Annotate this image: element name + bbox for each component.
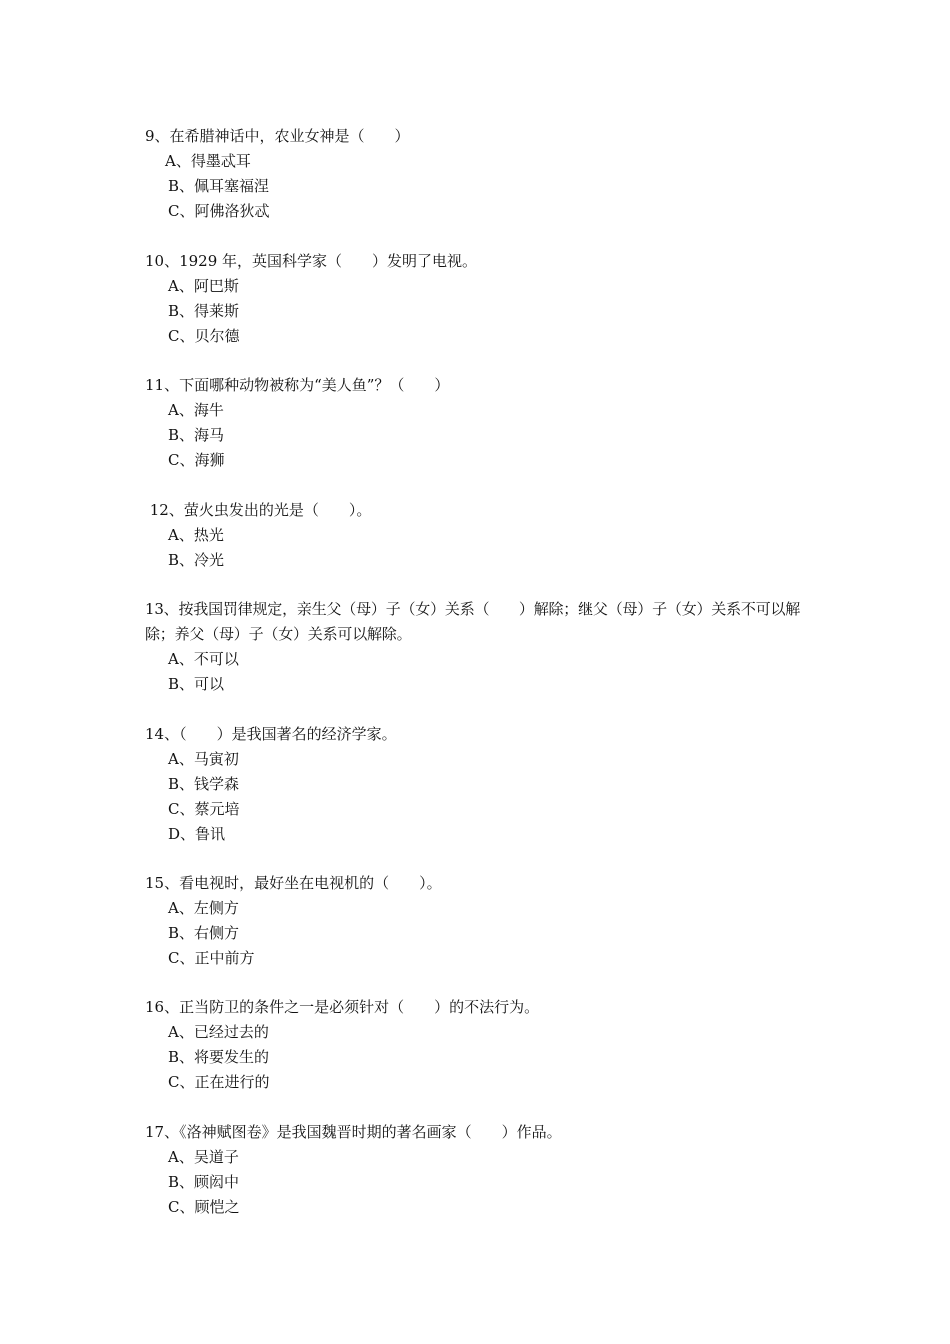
question-14-option-c: C、蔡元培 [168, 800, 240, 818]
question-12-option-b: B、冷光 [168, 551, 225, 569]
question-16-option-c: C、正在进行的 [168, 1073, 270, 1091]
question-16-option-b: B、将要发生的 [168, 1048, 270, 1066]
question-11-stem: 11、下面哪种动物被称为“美人鱼”？（ ） [145, 376, 450, 394]
question-11-option-c: C、海狮 [168, 451, 225, 469]
question-12-option-a: A、热光 [168, 526, 224, 544]
question-15-option-b: B、右侧方 [168, 924, 240, 942]
question-15-option-c: C、正中前方 [168, 949, 255, 967]
question-17-option-a: A、吴道子 [168, 1148, 239, 1166]
question-16-option-a: A、已经过去的 [168, 1023, 269, 1041]
question-14-option-a: A、马寅初 [168, 750, 239, 768]
question-14-stem: 14、（ ）是我国著名的经济学家。 [145, 725, 397, 743]
question-10-option-a: A、阿巴斯 [168, 277, 239, 295]
question-13-option-b: B、可以 [168, 675, 225, 693]
question-14-option-b: B、钱学森 [168, 775, 240, 793]
question-15-stem: 15、看电视时，最好坐在电视机的（ ）。 [145, 874, 442, 892]
question-11-option-a: A、海牛 [168, 401, 224, 419]
question-12-stem: 12、萤火虫发出的光是（ ）。 [145, 501, 372, 519]
question-9-option-a: A、得墨忒耳 [165, 152, 251, 170]
question-9-stem: 9、在希腊神话中，农业女神是（ ） [145, 127, 410, 145]
question-13-option-a: A、不可以 [168, 650, 239, 668]
question-17-option-c: C、顾恺之 [168, 1198, 240, 1216]
question-11-option-b: B、海马 [168, 426, 225, 444]
question-10-stem: 10、1929 年，英国科学家（ ）发明了电视。 [145, 252, 478, 270]
question-17-option-b: B、顾闳中 [168, 1173, 240, 1191]
question-13-stem: 13、按我国罚律规定，亲生父（母）子（女）关系（ ）解除；继父（母）子（女）关系不可以解除；养父（母）子（女）关系可以解除。 [145, 600, 801, 643]
question-16-stem: 16、正当防卫的条件之一是必须针对（ ）的不法行为。 [145, 998, 540, 1016]
question-10-option-c: C、贝尔德 [168, 327, 240, 345]
question-9-option-b: B、佩耳塞福涅 [168, 177, 270, 195]
question-9-option-c: C、阿佛洛狄忒 [168, 202, 270, 220]
question-17-stem: 17、《洛神赋图卷》是我国魏晋时期的著名画家（ ）作品。 [145, 1123, 562, 1141]
question-14-option-d: D、鲁讯 [168, 825, 226, 843]
question-10-option-b: B、得莱斯 [168, 302, 240, 320]
question-15-option-a: A、左侧方 [168, 899, 239, 917]
